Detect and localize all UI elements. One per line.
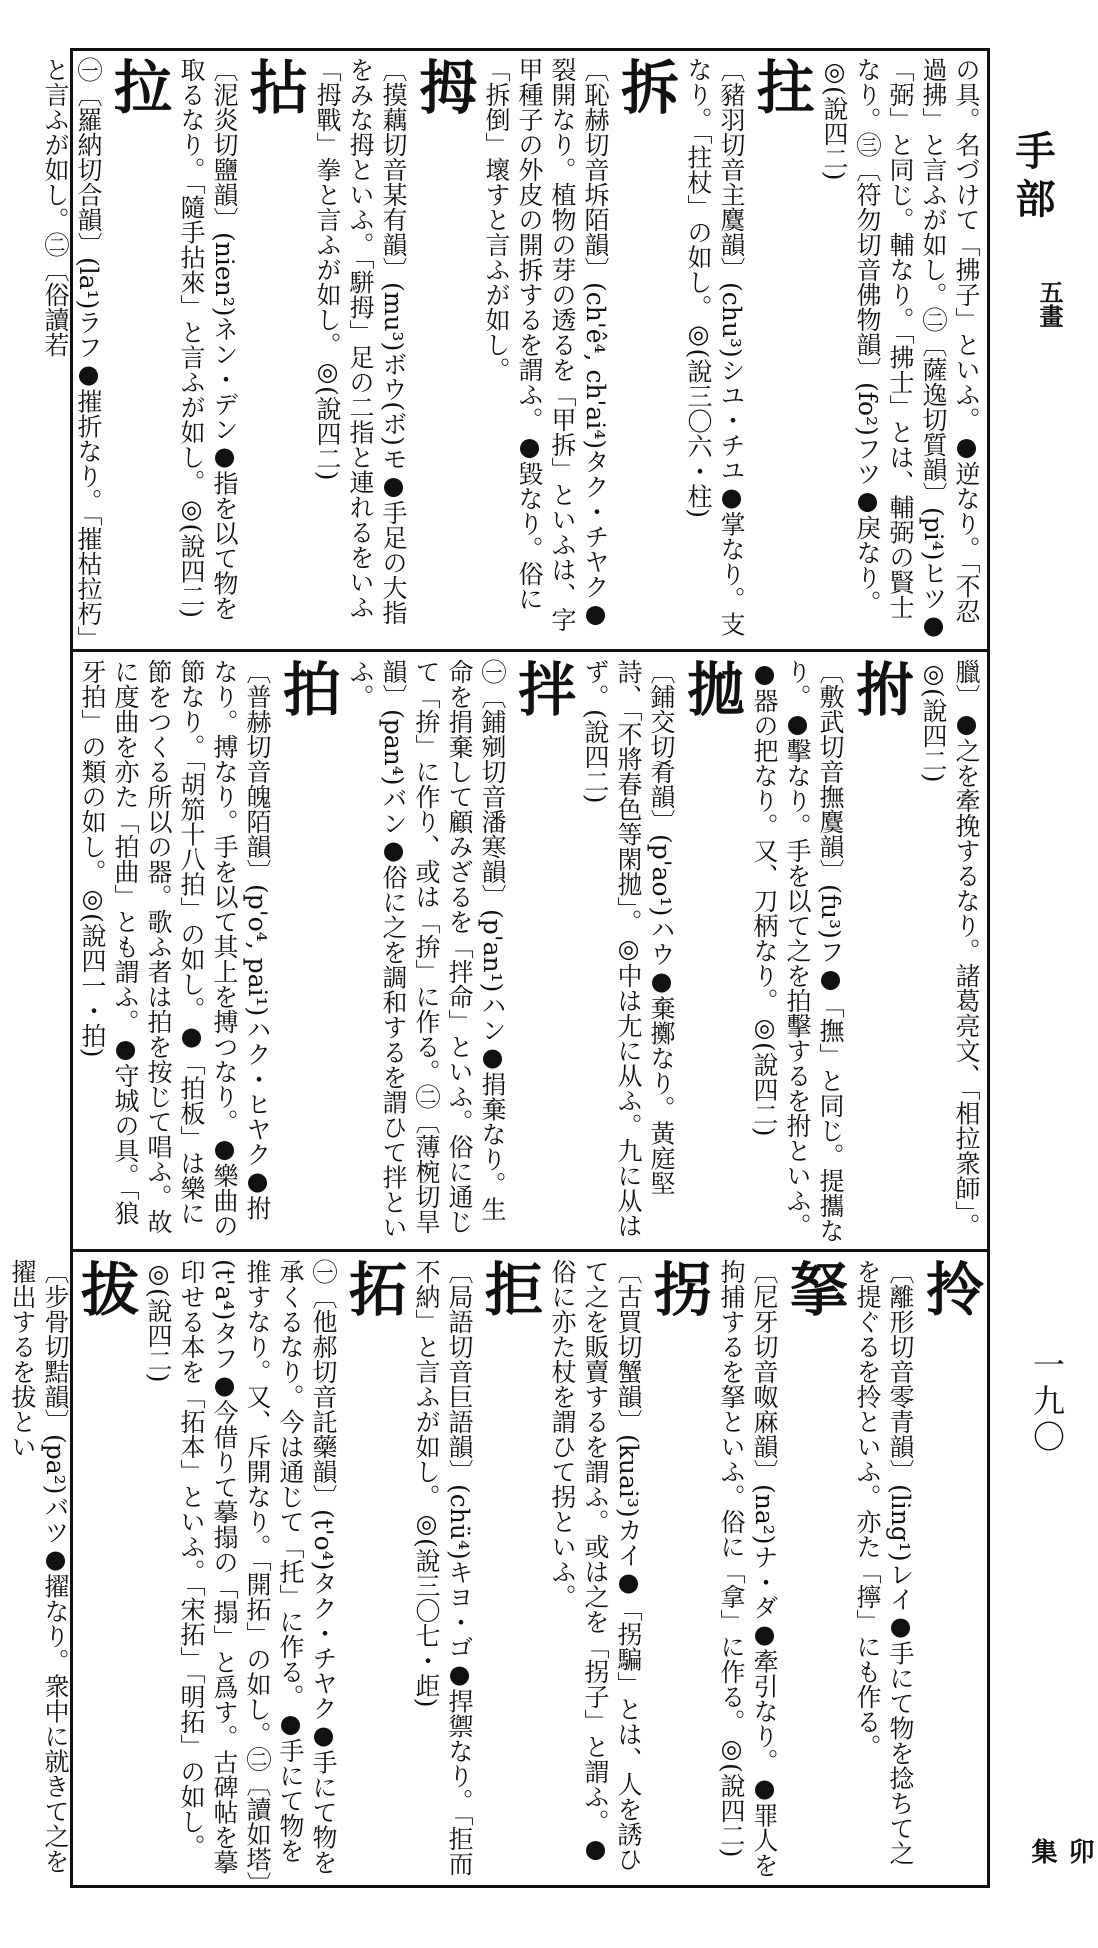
entry-headword: 拄	[747, 57, 815, 115]
entry-definition: 〔步骨切黠韻〕(pa²)バツ●擢なり。衆中に就きて之を擢出するを拔とい	[8, 1259, 70, 1874]
dictionary-entry	[851, 1259, 983, 1885]
dictionary-entry	[142, 1259, 406, 1885]
page-number: 一九〇	[1028, 1348, 1066, 1456]
entry-definition: 〔鋪交切肴韻〕(p'ao¹)ハウ●棄擲なり。黃庭堅詩、「不將春色等閑拋」。◎中は尢に从ふ。九に从はず。(說四二)	[581, 659, 676, 1238]
dictionary-entry	[917, 659, 983, 1243]
entry-headword: 拉	[104, 57, 172, 115]
stroke-count-label: 五畫	[1035, 280, 1064, 328]
dictionary-entry	[579, 659, 744, 1243]
entry-definition: ㊀〔鋪剜切音潘寒韻〕(p'an¹)ハン●捐棄なり。生命を捐棄して顧みざるを「拌命」といふ。俗に通じて「拚」に作り、或は「拚」に作る。㊁〔薄椀切旱韻〕(pan⁴)バン●俗に之を調和するを謂ひて拌といふ。	[346, 659, 507, 1240]
entry-headword: 拒	[475, 1259, 543, 1317]
entry-headword: 拌	[508, 659, 576, 717]
section-divider	[73, 1249, 987, 1252]
radical-heading: 手部	[1009, 130, 1056, 226]
entry-headword: 拎	[916, 1259, 984, 1317]
entry-definition: 〔摸藕切音某有韻〕(mu³)ボウ(ボ)モ●手足の大指をみな拇といふ。「駢拇」足の二指と連れるをいふ「拇戰」拳と言ふが如し。◎(說四二)	[313, 57, 408, 625]
entry-headword: 拇	[409, 57, 477, 115]
entry-definition: 〔恥赫切音坼陌韻〕(ch'ê⁴, ch'ai⁴)タク・チヤク●裂開なり。植物の芽の透るを「甲拆」といふは、字甲種子の外皮の開拆するを謂ふ。●毀なり。俗に「拆倒」壞すと言ふが如し。	[482, 57, 610, 632]
entry-headword: 拍	[273, 659, 341, 717]
entry-headword: 拋	[677, 659, 745, 717]
dictionary-entry	[748, 659, 913, 1243]
entry-definition: 〔離形切音零青韻〕(ling¹)レイ●手にて物を捻ちて之を提ぐるを拎といふ。亦た「擰」にも作る。	[853, 1259, 915, 1866]
dictionary-section-bottom	[8, 1259, 984, 1885]
volume-label: 卯集	[1027, 1838, 1094, 1864]
section-divider	[73, 649, 987, 652]
entry-definition: ㊀〔他郝切音託藥韻〕(t'o⁴)タク・チヤク●手にて物を承くるなり。今は通じて「托」に作る。●手にて物を推すなり。又、斥開なり。「開拓」の如し。㊁〔讀如塔〕(t'a⁴)タフ●今借りて摹搨の「搨」と爲す。古碑帖を摹印せる本を「拓本」といふ。「宋拓」「明拓」の如し。◎(說四二)	[144, 1259, 338, 1884]
entry-definition: 〔尼牙切音呶麻韻〕(na²)ナ・ダ●牽引なり。●罪人を拘捕するを拏といふ。俗に「拿」に作る。◎(說四二)	[717, 1259, 779, 1878]
dictionary-entry	[546, 1259, 711, 1885]
dictionary-entry	[344, 659, 575, 1243]
entry-headword: 拓	[339, 1259, 407, 1317]
dictionary-entry	[311, 57, 476, 643]
entry-headword: 拆	[611, 57, 679, 115]
entry-headword: 拐	[644, 1259, 712, 1317]
entry-definition: 臘〕●之を牽挽するなり。諸葛亮文、「相拉衆師」。◎(說四二)	[919, 659, 981, 1238]
dictionary-entry	[76, 659, 340, 1243]
dictionary-entry	[480, 57, 678, 643]
dictionary-entry	[682, 57, 814, 643]
margin-column	[994, 48, 1094, 1888]
dictionary-page-frame	[8, 48, 990, 1888]
entry-definition: 〔泥炎切鹽韻〕(nien²)ネン・デン●指を以て物を取るなり。「隨手拈來」と言ふが如し。◎(說四二)	[177, 57, 239, 621]
dictionary-entry	[715, 1259, 847, 1885]
entry-definition: 〔古買切蟹韻〕(kuai³)カイ●「拐騙」とは、人を誘ひて之を販賣するを謂ふ。或は之を「拐子」と謂ふ。●俗に亦た杖を謂ひて拐といふ。	[548, 1259, 643, 1872]
dictionary-entry	[175, 57, 307, 643]
entry-definition: ㊀〔羅納切合韻〕(la¹)ラフ●摧折なり。「摧枯拉朽」と言ふが如し。㊁〔俗讀若	[41, 57, 103, 639]
entry-headword: 拈	[240, 57, 308, 115]
entry-definition: 〔普赫切音魄陌韻〕(p'o⁴, pai¹)ハク・ヒヤク●拊なり。搏なり。手を以て其上を搏つなり。●樂曲の節なり。「胡笳十八拍」の如し。●「拍板」は樂に節をつくる所以の器。歌ふ者は拍を按じて唱ふ。故に度曲を亦た「拍曲」とも謂ふ。●守城の具。「狼牙拍」の類の如し。◎(說四一・拍)	[78, 659, 272, 1238]
entry-headword: 拔	[71, 1259, 139, 1317]
entry-definition: 〔局語切音巨語韻〕(chü⁴)キヨ・ゴ●捍禦なり。「拒而不納」と言ふが如し。◎(說三〇七・歫)	[412, 1259, 474, 1877]
dictionary-entry	[818, 57, 983, 643]
dictionary-section-middle	[77, 659, 983, 1243]
entry-definition: の具。名づけて「拂子」といふ。●逆なり。「不忍過拂」と言ふが如し。㊁〔薩逸切質韻〕(pi⁴)ヒツ●「弼」と同じ。輔なり。「拂士」とは、輔弼の賢士なり。㊂〔符勿切音佛物韻〕(fo²)フツ●戾なり。◎(說四二)	[820, 57, 981, 640]
entry-definition: 〔豬羽切音主麌韻〕(chu³)シユ・チユ●掌なり。支なり。「拄杖」の如し。◎(說三〇六・柱)	[684, 57, 746, 637]
dictionary-entry	[6, 1259, 138, 1885]
entry-headword: 拊	[846, 659, 914, 717]
entry-definition: 〔敷武切音撫麌韻〕(fu³)フ●「撫」と同じ。提攜なり。●擊なり。手を以て之を拍擊するを拊といふ。●器の把なり。又、刀柄なり。◎(說四二)	[750, 659, 845, 1243]
entry-headword: 拏	[780, 1259, 848, 1317]
dictionary-entry	[410, 1259, 542, 1885]
dictionary-entry	[39, 57, 171, 643]
dictionary-section-top	[41, 57, 983, 643]
